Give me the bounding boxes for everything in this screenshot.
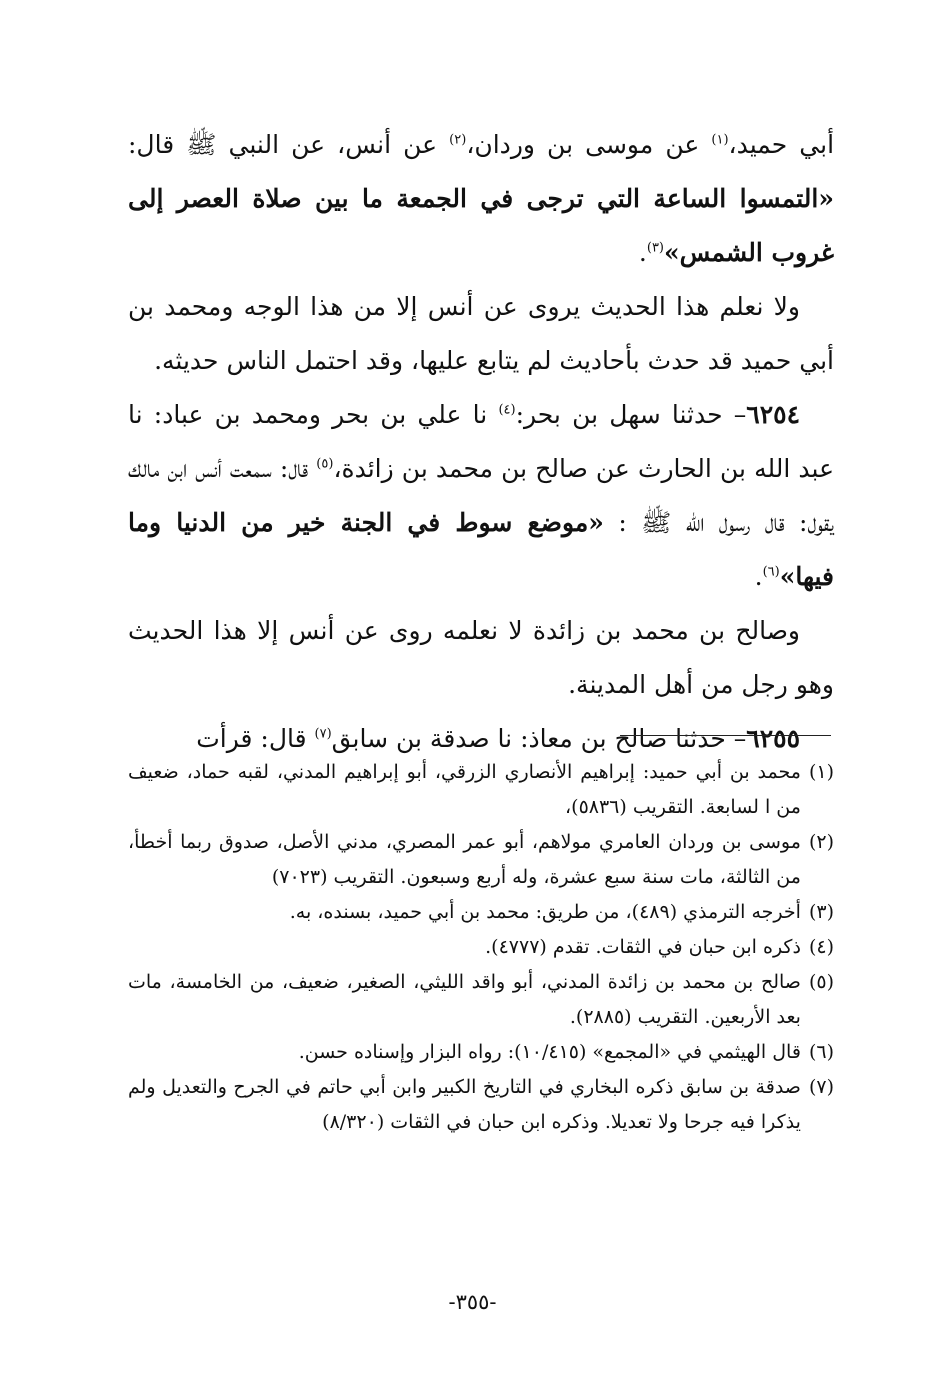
footnote-4 [128, 930, 834, 965]
text-segment: عن أنس، عن النبي ﷺ قال: [128, 130, 450, 159]
text-segment: نا علي بن بحر ومحمد بن عباد: نا عبد الله بن الحارث عن صالح بن محمد بن زائدة، [128, 400, 834, 483]
footnote-marker: (١) [808, 761, 834, 783]
footnote-marker: (٦) [808, 1041, 834, 1063]
text-segment: عن موسى بن وردان، [466, 130, 712, 159]
footnote-5 [128, 965, 834, 1035]
hadith-number: ٦٢٥٥ [746, 724, 800, 753]
footnote-text: صالح بن محمد بن زائدة المدني، أبو واقد الليثي، الصغير، ضعيف، من الخامسة، مات بعد الأربعين. التقريب (٢٨٨٥). [128, 971, 801, 1028]
footnote-text: محمد بن أبي حميد: إبراهيم الأنصاري الزرقي، أبو إبراهيم المدني، لقبه حماد، ضعيف من ا لسابعة. التقريب (٥٨٣٦)، [128, 761, 801, 818]
footnote-marker: (٥) [808, 971, 834, 993]
footnotes [128, 755, 834, 1140]
paragraph-hadith-continuation [128, 118, 834, 280]
footnote-text: أخرجه الترمذي (٤٨٩)، من طريق: محمد بن أبي حميد، بسنده، به. [289, 901, 801, 923]
paragraph-hadith-6254 [128, 388, 834, 604]
hadith-quote: «التمسوا الساعة التي ترجى في الجمعة ما بين صلاة العصر إلى غروب الشمس» [128, 184, 834, 267]
footnote-ref[interactable]: (٣) [646, 240, 664, 256]
text-segment: – حدثنا سهل بن بحر: [515, 400, 747, 429]
text-segment: قال: سمعت أنس ابن مالك يقول: قال رسول الله ﷺ : [128, 454, 834, 537]
text-segment: – حدثنا صالح بن معاذ: نا صدقة بن سابق [331, 724, 747, 753]
paragraph-commentary: وصالح بن محمد بن زائدة لا نعلمه روى عن أنس إلا هذا الحديث وهو رجل من أهل المدينة. [128, 616, 834, 699]
footnote-text: موسى بن وردان العامري مولاهم، أبو عمر المصري، مدني الأصل، صدوق ربما أخطأ، من الثالثة، مات سنة سبع عشرة، وله أربع وسبعون. التقريب (٧٠٢٣) [128, 831, 801, 888]
footnote-marker: (٧) [808, 1076, 834, 1098]
footnote-ref[interactable]: (٧) [314, 726, 332, 742]
footnote-2 [128, 825, 834, 895]
hadith-number: ٦٢٥٤ [746, 400, 800, 429]
footnote-1 [128, 755, 834, 825]
text-segment: قال: قرأت [196, 724, 315, 753]
paragraph-commentary: ولا نعلم هذا الحديث يروى عن أنس إلا من هذا الوجه ومحمد بن أبي حميد قد حدث بأحاديث لم يتابع عليها، وقد احتمل الناس حديثه. [128, 292, 834, 375]
hadith-quote: «موضع سوط في الجنة خير من الدنيا وما فيها» [128, 508, 834, 591]
text-segment: . [638, 238, 647, 267]
footnote-ref[interactable]: (٤) [498, 402, 516, 418]
main-text [128, 118, 834, 766]
footnote-separator [620, 735, 831, 736]
footnote-text: صدقة بن سابق ذكره البخاري في التاريخ الكبير وابن أبي حاتم في الجرح والتعديل ولم يذكرا فيه جرحا ولا تعديلا. وذكره ابن حبان في الثقات (٨/٣٢٠) [128, 1076, 801, 1133]
page-number: -٣٥٥- [448, 1290, 497, 1314]
footnote-text: قال الهيثمي في «المجمع» (١٠/٤١٥): رواه البزار وإسناده حسن. [298, 1041, 801, 1063]
footnote-ref[interactable]: (٢) [449, 132, 467, 148]
footnote-7 [128, 1070, 834, 1140]
footnote-ref[interactable]: (١) [711, 132, 729, 148]
footnote-ref[interactable]: (٦) [762, 564, 780, 580]
footnote-6 [128, 1035, 834, 1070]
text-segment: . [754, 562, 763, 591]
footnote-text: ذكره ابن حبان في الثقات. تقدم (٤٧٧٧). [485, 936, 801, 958]
text-segment: أبي حميد، [728, 130, 835, 159]
footnote-marker: (٢) [808, 831, 834, 853]
footnote-3 [128, 895, 834, 930]
footnote-marker: (٣) [808, 901, 834, 923]
footnote-ref[interactable]: (٥) [316, 456, 334, 472]
footnote-marker: (٤) [808, 936, 834, 958]
